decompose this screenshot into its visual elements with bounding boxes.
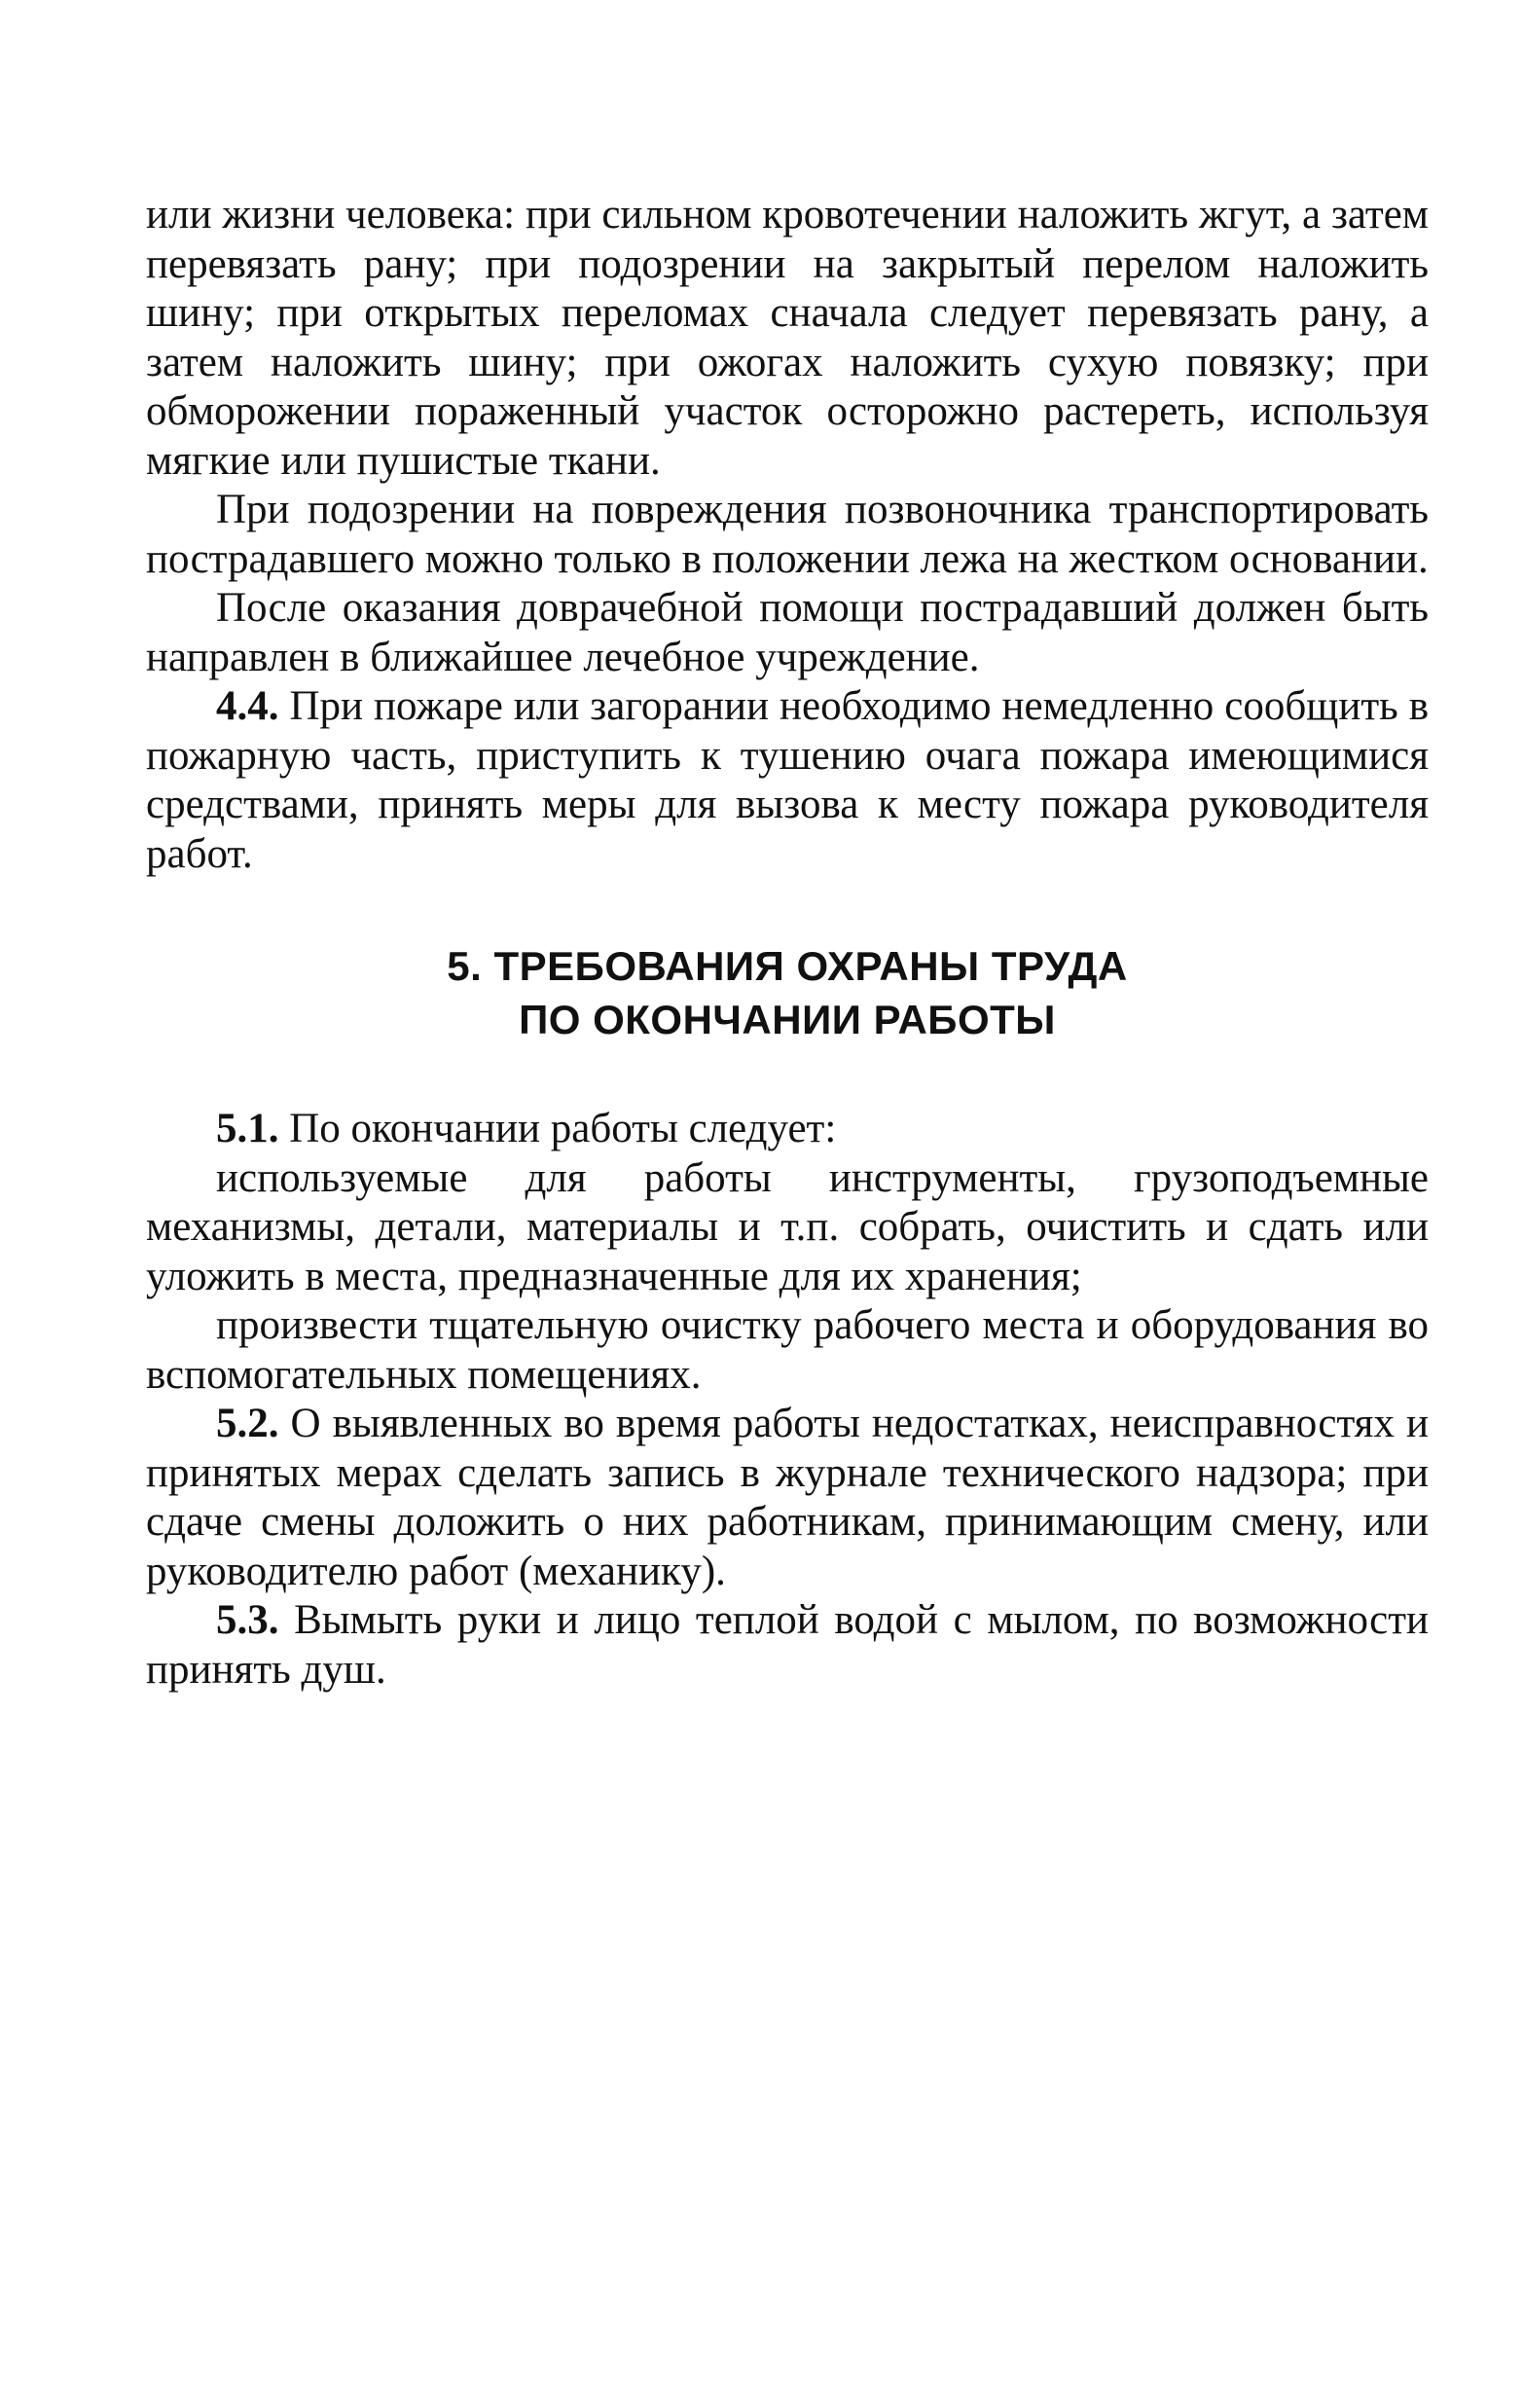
paragraph-4-4 — [146, 682, 1429, 879]
section-heading-line-2: ПО ОКОНЧАНИИ РАБОТЫ — [519, 997, 1056, 1042]
section-heading — [146, 939, 1429, 1046]
paragraph-spine-injury: При подозрении на повреждения позвоночника транспортировать пострадавшего можно только в положении лежа на жестком основании. — [146, 487, 1429, 582]
paragraph-5-3 — [146, 1596, 1429, 1695]
paragraph-tools-cleanup: используемые для работы инструменты, грузоподъемные механизмы, детали, материалы и т.п. собрать, очистить и сдать или уложить в места, предназначенные для их хранения; — [146, 1154, 1429, 1299]
section-heading-line-1: 5. ТРЕБОВАНИЯ ОХРАНЫ ТРУДА — [447, 943, 1128, 989]
clause-text: Вымыть руки и лицо теплой водой с мылом, по возможности принять душ. — [146, 1597, 1429, 1693]
clause-number: 5.1. — [216, 1106, 279, 1151]
clause-number: 4.4. — [216, 683, 279, 729]
paragraph-first-aid-continuation: или жизни человека: при сильном кровотечении наложить жгут, а затем перевязать рану; при подозрении на закрытый перелом наложить шину; при открытых переломах сначала следует перевязать рану, а затем наложить шину; при ожогах наложить сухую повязку; при обморожении пораженный участок осторожно растереть, используя мягкие или пушистые ткани. — [146, 192, 1429, 484]
clause-text: О выявленных во время работы недостатках, неисправностях и принятых мерах сделать запись в журнале технического надзора; при сдаче смены доложить о них работникам, принимающим смену, или руководителю работ (механику). — [146, 1401, 1429, 1594]
clause-number: 5.3. — [216, 1597, 279, 1643]
paragraph-5-2 — [146, 1400, 1429, 1596]
paragraph-after-first-aid: После оказания доврачебной помощи пострадавший должен быть направлен в ближайшее лечебное учреждение. — [146, 585, 1429, 680]
clause-text: По окончании работы следует: — [278, 1106, 837, 1151]
paragraph-5-1 — [146, 1105, 1429, 1154]
paragraph-workplace-cleaning: произвести тщательную очистку рабочего места и оборудования во вспомогательных помещениях. — [146, 1302, 1429, 1398]
clause-text: При пожаре или загорании необходимо немедленно сообщить в пожарную часть, приступить к тушению очага пожара имеющимися средствами, принять меры для вызова к месту пожара руководителя работ. — [146, 683, 1429, 877]
clause-number: 5.2. — [216, 1401, 279, 1446]
document-page — [146, 191, 1429, 1695]
